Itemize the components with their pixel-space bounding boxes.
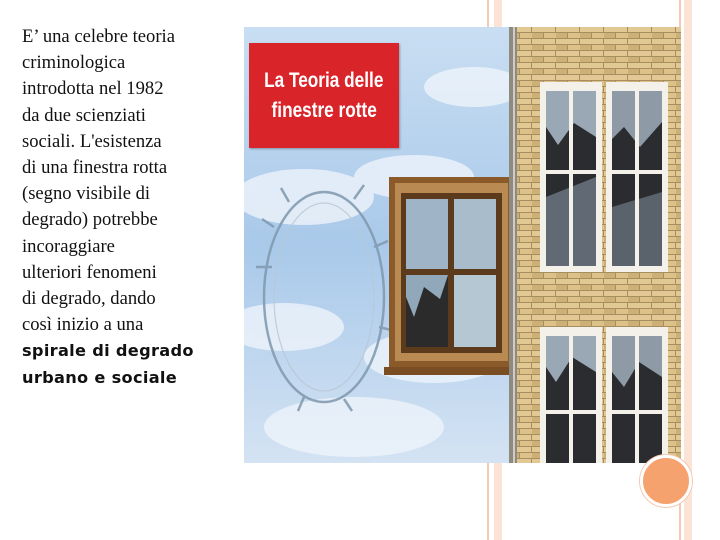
text-line-bold: spirale di degrado xyxy=(22,341,194,361)
decor-circle xyxy=(640,455,692,507)
title-line: La Teoria delle xyxy=(264,68,384,92)
title-line: finestre rotte xyxy=(271,98,377,122)
text-line: da due scienziati xyxy=(22,104,146,126)
slide-body-text xyxy=(22,24,237,391)
text-line: di una finestra rotta xyxy=(22,157,168,179)
text-line: E’ una celebre teoria xyxy=(22,26,175,47)
text-line: così inizio a una xyxy=(22,314,144,336)
text-line: introdotta nel 1982 xyxy=(22,78,164,100)
text-line: incoraggiare xyxy=(22,235,115,257)
decor-stripe xyxy=(684,0,692,540)
text-line: criminologica xyxy=(22,52,126,74)
text-line: (segno visibile di xyxy=(22,183,151,205)
title-banner xyxy=(249,43,399,148)
text-line: sociali. L'esistenza xyxy=(22,130,162,152)
text-line: degrado) potrebbe xyxy=(22,209,158,231)
text-line: ulteriori fenomeni xyxy=(22,261,157,283)
text-line: di degrado, dando xyxy=(22,288,156,310)
broken-windows-illustration xyxy=(244,27,681,463)
text-line-bold: urbano e sociale xyxy=(22,367,178,387)
